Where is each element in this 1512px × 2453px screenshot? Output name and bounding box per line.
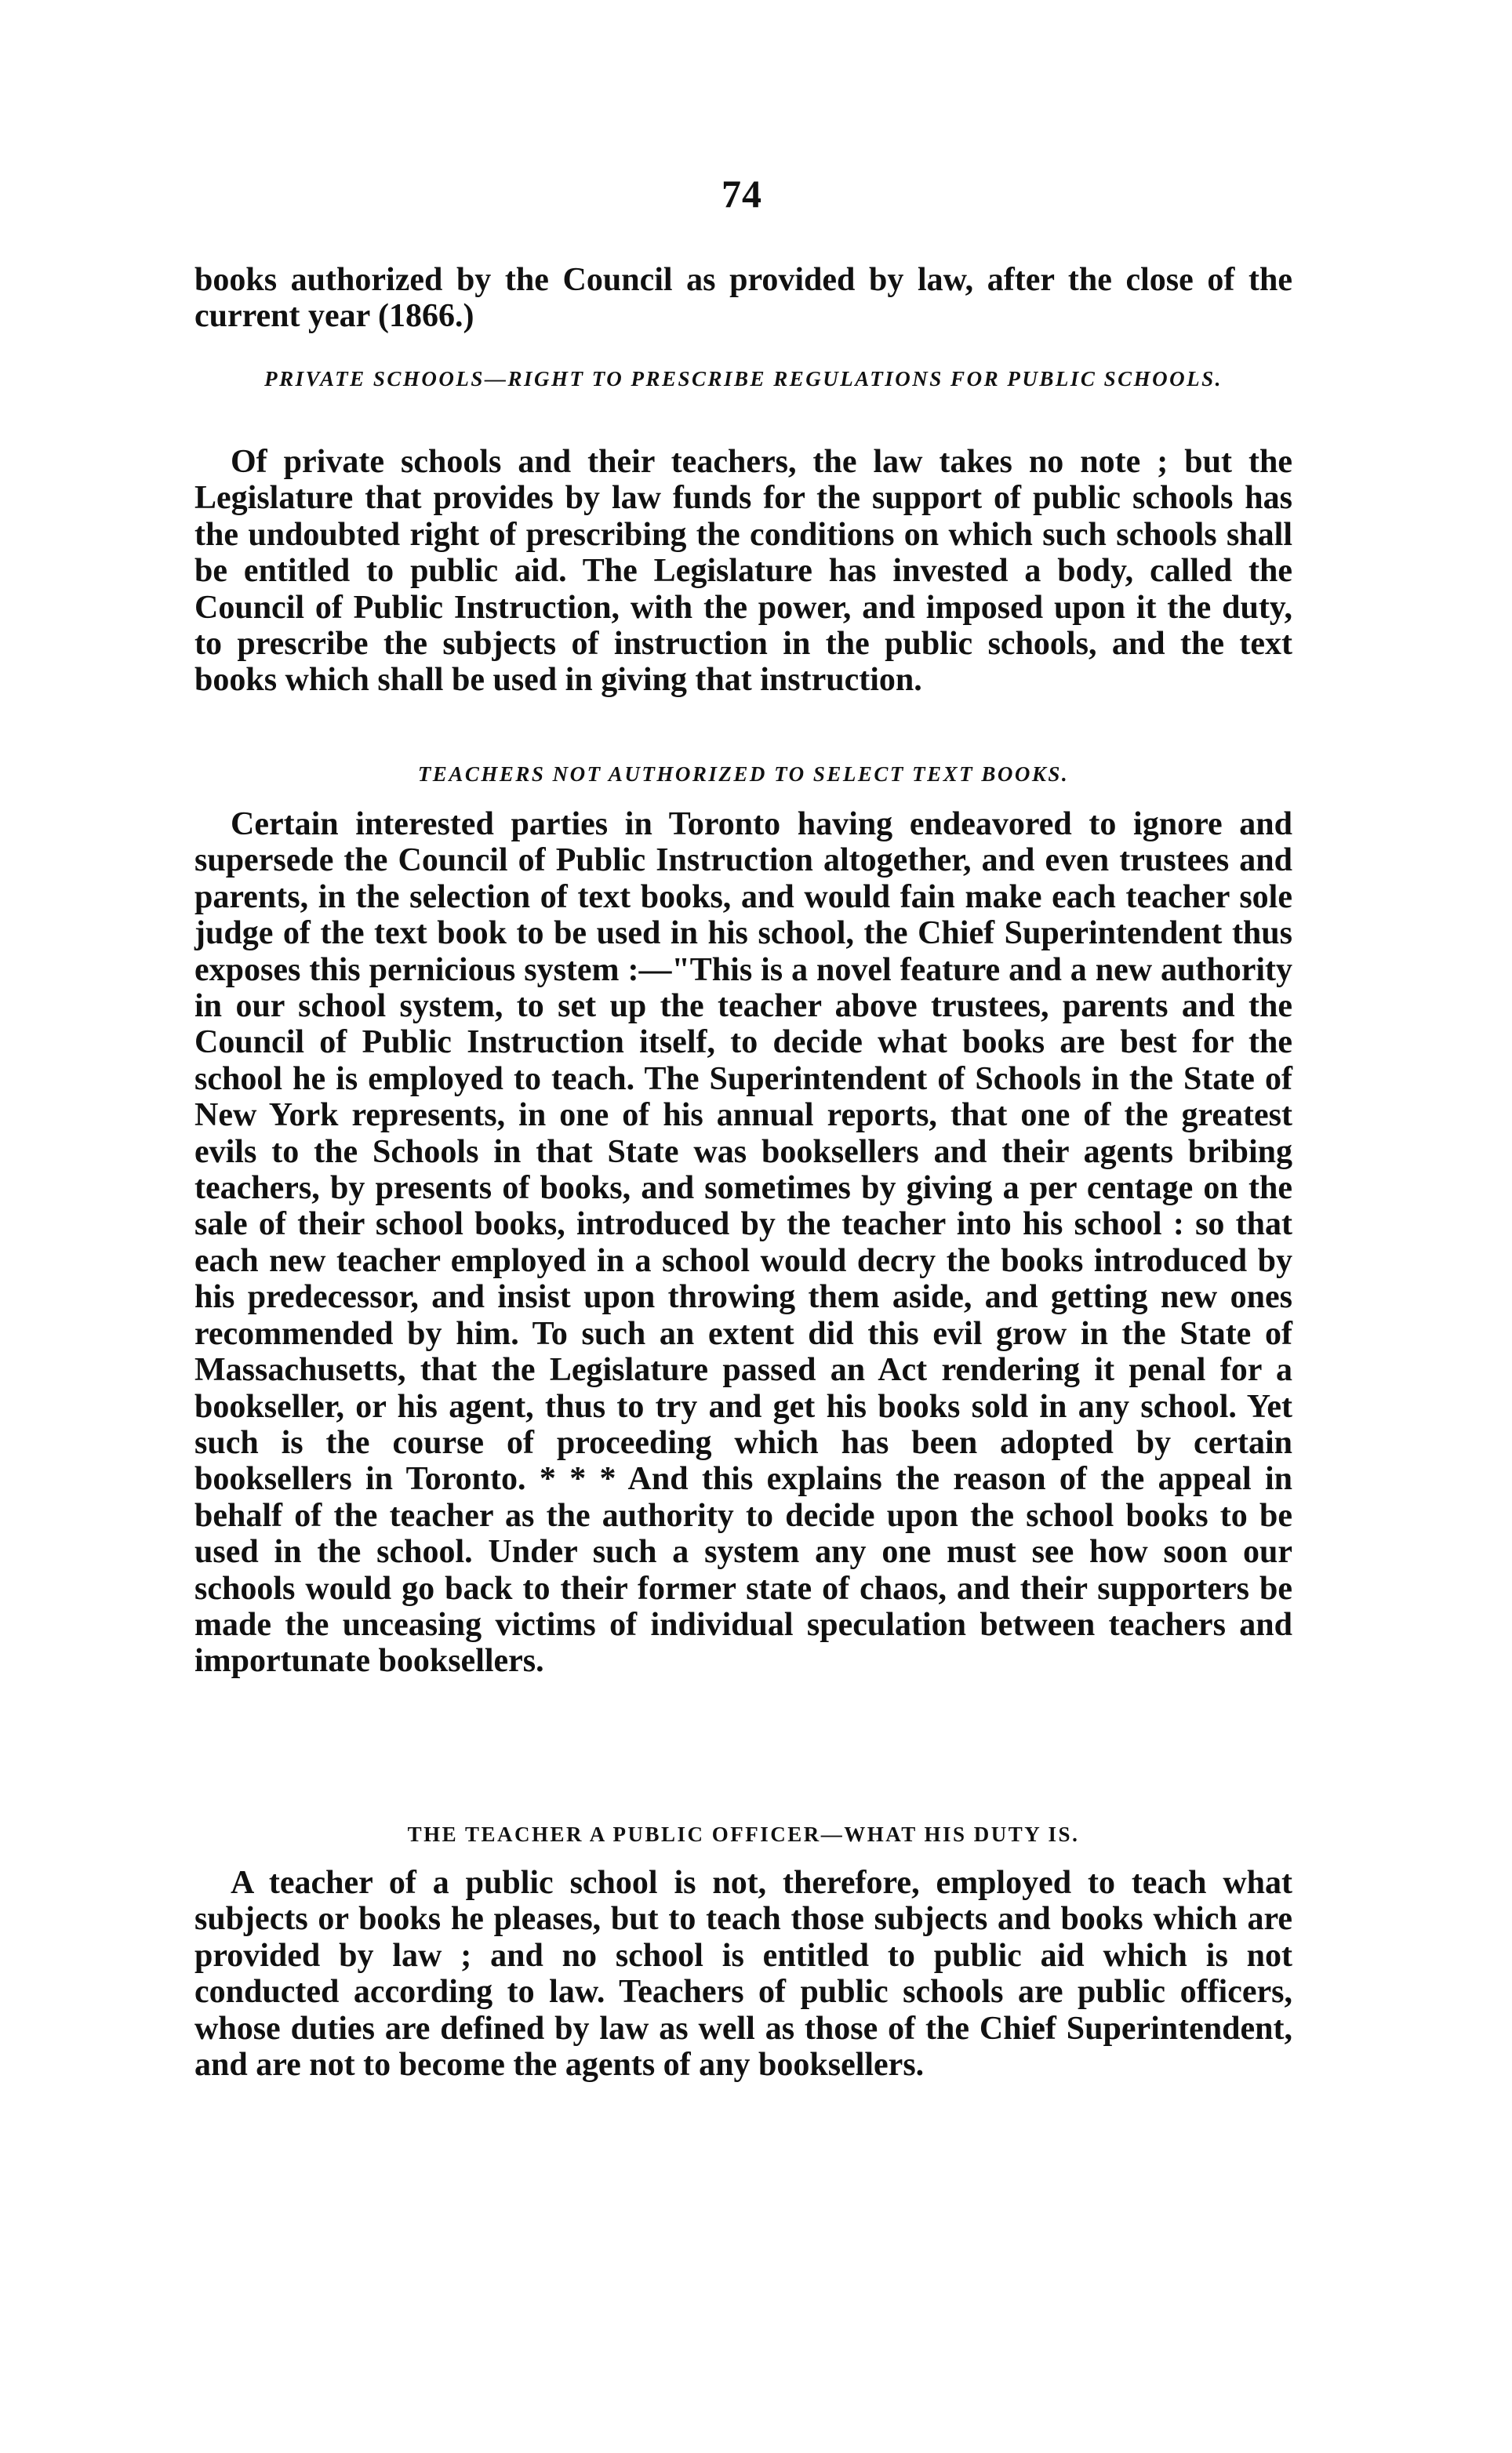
section-heading-private-schools: PRIVATE SCHOOLS—RIGHT TO PRESCRIBE REGULATIONS FOR PUBLIC SCHOOLS.	[264, 367, 1223, 391]
opening-paragraph: books authorized by the Council as provided by law, after the close of the current year (1866.)	[194, 262, 1292, 335]
section-heading-teachers-not-authorized: TEACHERS NOT AUTHORIZED TO SELECT TEXT BOOKS.	[417, 762, 1070, 786]
section-body-teacher-public-officer: A teacher of a public school is not, therefore, employed to teach what subjects or books he pleases, but to teach those subjects and books which are provided by law ; and no school is entitled to public aid which is not conducted according to law. Teachers of public schools are public officers, whose duties are defined by law as well as those of the Chief Superintendent, and are not to become the agents of any booksellers.	[194, 1865, 1292, 2084]
page-number: 74	[721, 172, 762, 216]
section-body-teachers-not-authorized: Certain interested parties in Toronto having endeavored to ignore and supersede the Council of Public Instruction altogether, and even trustees and parents, in the selection of text books, and would fain make each teacher sole judge of the text book to be used in his school, the Chief Superintendent thus exposes this pernicious system :—"This is a novel feature and a new authority in our school system, to set up the teacher above trustees, parents and the Council of Public Instruction itself, to decide what books are best for the school he is employed to teach. The Superintendent of Schools in the State of New York represents, in one of his annual reports, that one of the greatest evils to the Schools in that State was booksellers and their agents bribing teachers, by presents of books, and sometimes by giving a per centage on the sale of their school books, introduced by the teacher into his school : so that each new teacher employed in a school would decry the books introduced by his predecessor, and insist upon throwing them aside, and getting new ones recommended by him. To such an extent did this evil grow in the State of Massachusetts, that the Legislature passed an Act rendering it penal for a bookseller, or his agent, thus to try and get his books sold in any school. Yet such is the course of proceeding which has been adopted by certain booksellers in Toronto. * * * And this explains the reason of the appeal in behalf of the teacher as the authority to decide upon the school books to be used in the school. Under such a system any one must see how soon our schools would go back to their former state of chaos, and their supporters be made the unceasing victims of individual speculation between teachers and importunate booksellers.	[194, 806, 1292, 1680]
section-body-private-schools: Of private schools and their teachers, the law takes no note ; but the Legislature that provides by law funds for the support of public schools has the undoubted right of prescribing the conditions on which such schools shall be entitled to public aid. The Legislature has invested a body, called the Council of Public Instruction, with the power, and imposed upon it the duty, to prescribe the subjects of instruction in the public schools, and the text books which shall be used in giving that instruction.	[194, 444, 1292, 699]
section-heading-teacher-public-officer: THE TEACHER A PUBLIC OFFICER—WHAT HIS DUTY IS.	[407, 1822, 1080, 1846]
